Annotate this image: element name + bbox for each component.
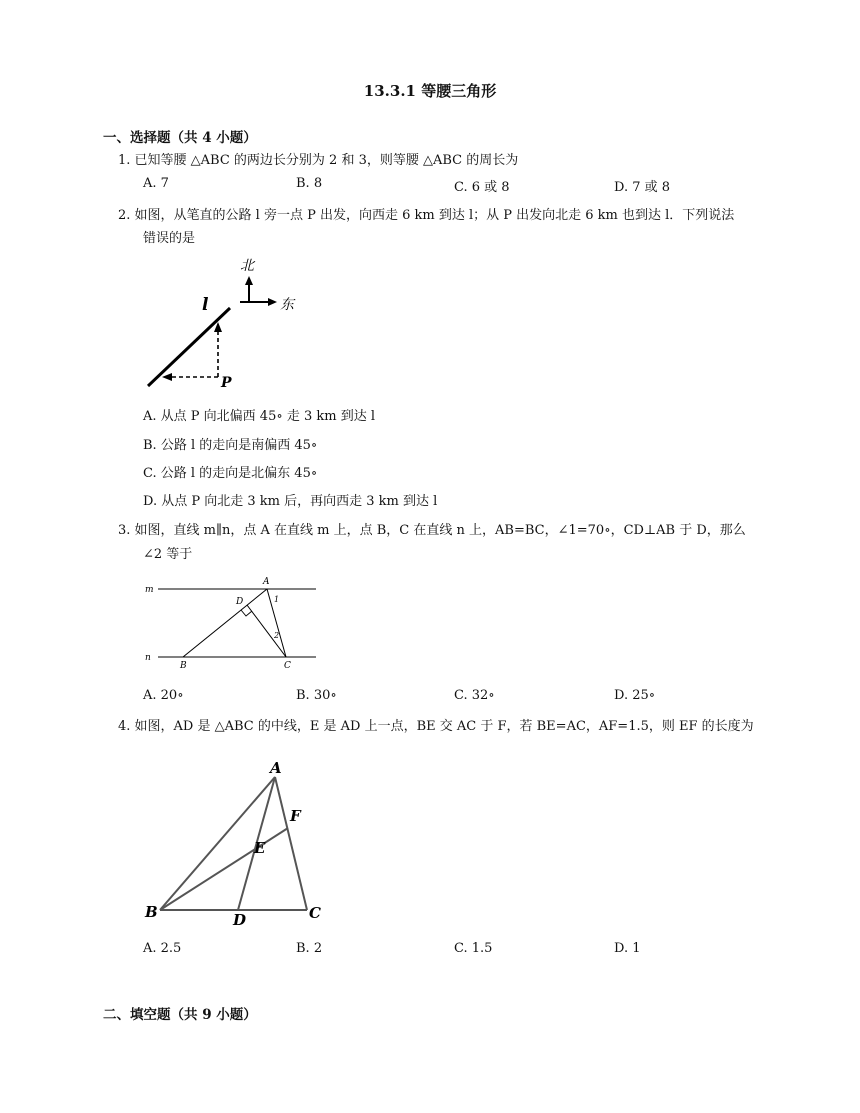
north-dashed-path [214,322,222,377]
point-label-f: F [290,807,301,825]
q2-option-a[interactable]: A. 从点 P 向北偏西 45∘ 走 3 km 到达 l [143,409,376,424]
point-label-d: D [233,911,247,929]
point-label-a: A [270,759,282,777]
compass-east-label: 东 [280,297,294,313]
q2-option-d[interactable]: D. 从点 P 向北走 3 km 后，再向西走 3 km 到达 l [143,494,438,509]
point-label-b: B [145,903,158,921]
question-2-stem-line1: 2. 如图，从笔直的公路 l 旁一点 P 出发，向西走 6 km 到达 l；从 P 出发向北走 6 km 也到达 l．下列说法 [118,208,735,223]
question-3-stem-line2: ∠2 等于 [143,547,193,562]
q1-option-d[interactable]: D. 7 或 8 [614,180,671,195]
q1-option-a[interactable]: A. 7 [143,176,169,191]
point-label-e: E [254,839,266,857]
q4-option-a[interactable]: A. 2.5 [143,941,182,956]
point-label-c: C [284,661,291,671]
q3-option-d[interactable]: D. 25∘ [614,688,656,703]
compass-icon [240,276,277,306]
q3-option-c[interactable]: C. 32∘ [454,688,495,703]
line-label-m: m [145,585,154,595]
point-label-p: P [221,375,232,391]
q4-option-d[interactable]: D. 1 [614,941,641,956]
q3-option-b[interactable]: B. 30∘ [296,688,337,703]
q2-option-b[interactable]: B. 公路 l 的走向是南偏西 45∘ [143,438,318,453]
angle-label-1: 1 [274,595,280,604]
point-label-b: B [180,661,187,671]
question-4-figure [140,755,340,930]
question-3-figure [140,572,325,672]
line-label-n: n [145,653,151,663]
question-1-stem: 1. 已知等腰 △ABC 的两边长分别为 2 和 3，则等腰 △ABC 的周长为 [118,153,519,168]
q4-option-b[interactable]: B. 2 [296,941,323,956]
question-4-stem: 4. 如图，AD 是 △ABC 的中线，E 是 AD 上一点，BE 交 AC 于 F，若 BE=AC，AF=1.5，则 EF 的长度为 [118,719,754,734]
point-label-c: C [309,904,321,922]
road-label-l: l [202,295,209,315]
q1-option-b[interactable]: B. 8 [296,176,323,191]
question-2-figure [140,252,310,397]
west-dashed-path [162,373,218,381]
section-heading-fill-in: 二、填空题（共 9 小题） [103,1007,257,1023]
q2-option-c[interactable]: C. 公路 l 的走向是北偏东 45∘ [143,466,318,481]
q4-option-c[interactable]: C. 1.5 [454,941,493,956]
compass-north-label: 北 [240,258,254,274]
page-title: 13.3.1 等腰三角形 [363,82,497,100]
point-label-a: A [263,577,270,587]
question-2-stem-line2: 错误的是 [143,231,196,246]
section-heading-multiple-choice: 一、选择题（共 4 小题） [103,130,257,146]
point-label-d: D [236,597,244,607]
angle-label-2: 2 [274,631,280,640]
q1-option-c[interactable]: C. 6 或 8 [454,180,510,195]
question-3-stem-line1: 3. 如图，直线 m∥n，点 A 在直线 m 上，点 B，C 在直线 n 上，AB=BC，∠1=70∘，CD⊥AB 于 D，那么 [118,523,746,538]
q3-option-a[interactable]: A. 20∘ [143,688,184,703]
